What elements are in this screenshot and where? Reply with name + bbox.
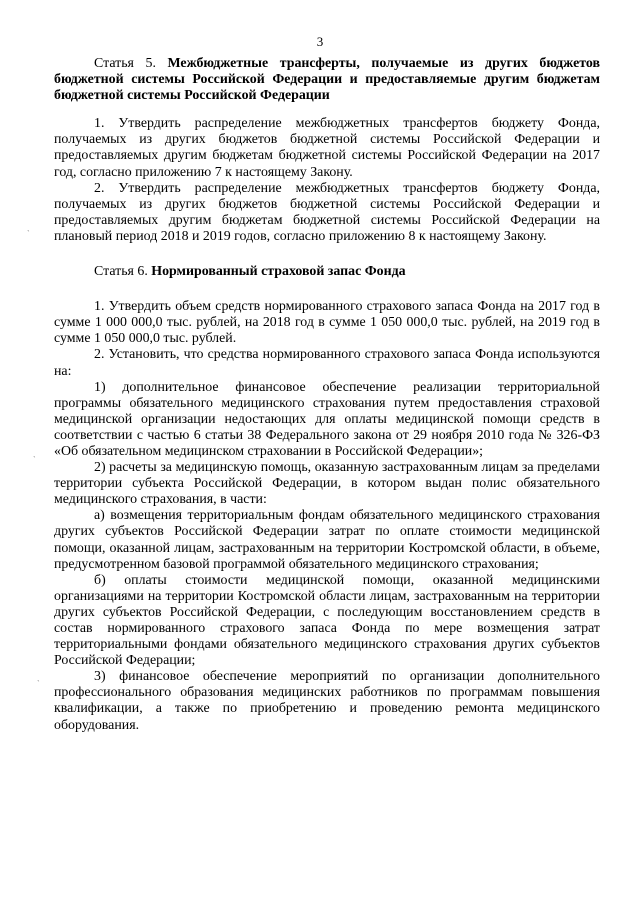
document-body [54,56,600,734]
article-6-item-1: 1. Утвердить объем средств нормированного страхового запаса Фонда на 2017 год в сумме 1 000 000,0 тыс. рублей, на 2018 год в сумме 1 050 000,0 тыс. рублей, на 2019 год в сумме 1 050 000,0 тыс. рублей. [54,299,600,347]
article-5-item-2: 2. Утвердить распределение межбюджетных трансфертов бюджету Фонда, получаемых из других бюджетов бюджетной системы Российской Федерации и предоставляемых другим бюджетам бюджетной системы Российской Федерации на плановый период 2018 и 2019 годов, согласно приложению 8 к настоящему Закону. [54,180,600,244]
article-6-subitem-2: 2) расчеты за медицинскую помощь, оказанную застрахованным лицам за пределами территории субъекта Российской Федерации, в котором выдан полис обязательного медицинского страхования, в части: [54,460,600,508]
article-6-subitem-2b: б) оплаты стоимости медицинской помощи, оказанной медицинскими организациями на территории Костромской области лицам, застрахованным на территории других субъектов Российской Федерации, с последующим восстановлением средств в состав нормированного страхового запаса Фонда по мере возмещения затрат территориальными фондами обязательного медицинского страхования других субъектов Российской Федерации; [54,572,600,669]
article-6-subitem-3: 3) финансовое обеспечение мероприятий по организации дополнительного профессионального образования медицинских работников по программам повышения квалификации, а также по приобретению и проведению ремонта медицинского оборудования. [54,669,600,733]
article-6-heading [54,264,600,280]
scan-speck: ` [37,679,40,688]
article-6-subitem-2a: а) возмещения территориальным фондам обязательного медицинского страхования других субъектов Российской Федерации затрат по оплате стоимости медицинской помощи, оказанной лицам, застрахованным на территории Костромской области, в объеме, предусмотренном базовой программой обязательного медицинского страхования; [54,508,600,572]
scan-speck: ` [33,455,36,464]
article-6-title: Нормированный страховой запас Фонда [151,264,406,280]
page-number: 3 [316,34,324,49]
article-5-item-1: 1. Утвердить распределение межбюджетных трансфертов бюджету Фонда, получаемых из других бюджетов бюджетной системы Российской Федерации и предоставляемых другим бюджетам бюджетной системы Российской Федерации на 2017 год, согласно приложению 7 к настоящему Закону. [54,116,600,180]
scan-speck: ` [27,229,30,238]
article-6-item-2: 2. Установить, что средства нормированного страхового запаса Фонда используются на: [54,347,600,379]
article-6-prefix: Статья 6. [94,264,152,280]
article-5-title: Межбюджетные трансферты, получаемые из других бюджетов бюджетной системы Российской Федерации и предоставляемые другим бюджетам бюджетной системы Российской Федерации [54,56,600,104]
article-6-subitem-1: 1) дополнительное финансовое обеспечение реализации территориальной программы обязательного медицинского страхования путем предоставления страховой медицинской организации недостающих для оплаты медицинской помощи средств в соответствии с частью 6 статьи 38 Федерального закона от 29 ноября 2010 года № 326-ФЗ «Об обязательном медицинском страховании в Российской Федерации»; [54,379,600,459]
article-5-heading [54,56,600,104]
article-5-prefix: Статья 5. [94,56,168,71]
